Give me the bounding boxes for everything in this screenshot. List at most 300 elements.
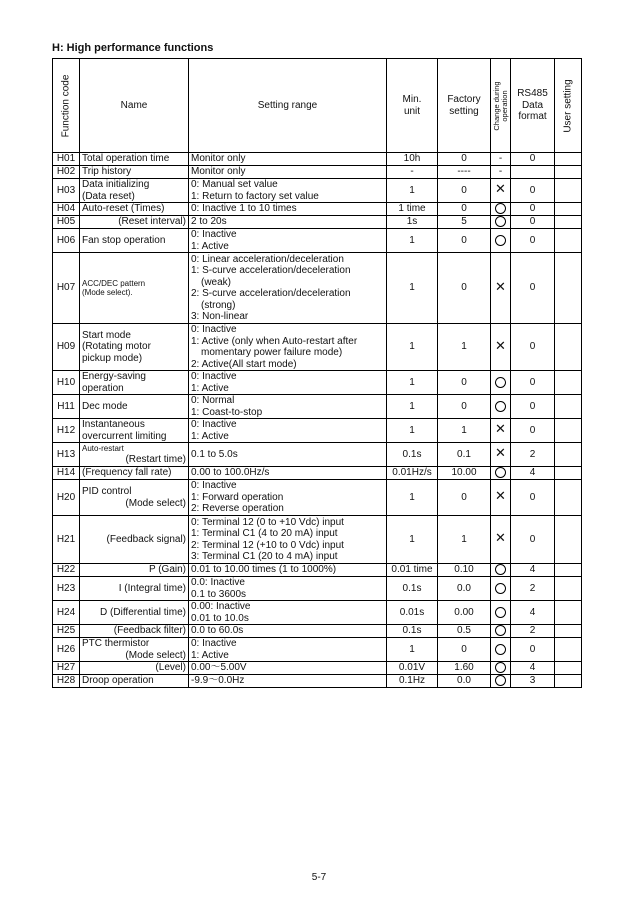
name-cell [80, 516, 189, 564]
function-code-cell: H13 [53, 443, 80, 467]
min-unit-cell: 0.1s [387, 625, 438, 638]
name-line: Auto-reset (Times) [82, 203, 165, 215]
table-row [53, 419, 582, 443]
circle-icon [495, 203, 506, 214]
cross-icon: ✕ [495, 445, 506, 461]
header-setting-range: Setting range [189, 59, 387, 153]
setting-range-line: 2: Terminal 12 (+10 to 0 Vdc) input [191, 539, 344, 551]
setting-range-line: 0: Inactive [191, 480, 237, 492]
min-unit-cell: 0.1s [387, 577, 438, 601]
user-setting-cell [555, 516, 582, 564]
header-user-setting: User setting [555, 59, 582, 153]
cross-icon: ✕ [495, 278, 506, 294]
header-factory-setting: Factory setting [438, 59, 491, 153]
user-setting-cell [555, 153, 582, 166]
rs485-data-format-cell [511, 166, 555, 179]
setting-range-cell [189, 467, 387, 480]
function-code-cell: H09 [53, 324, 80, 371]
setting-range-line: 1: Return to factory set value [191, 190, 319, 202]
min-unit-cell: 1 [387, 419, 438, 443]
setting-range-line: 0.00～5.00V [191, 662, 247, 674]
cross-icon: ✕ [495, 337, 506, 353]
rs485-data-format-cell: 4 [511, 564, 555, 577]
change-during-operation-cell [491, 625, 511, 638]
setting-range-line: 3: Non-linear [191, 311, 249, 322]
user-setting-cell [555, 638, 582, 662]
min-unit-cell: 1 [387, 229, 438, 253]
min-unit-cell: 0.1Hz [387, 675, 438, 688]
setting-range-line: 0: Terminal 12 (0 to +10 Vdc) input [191, 516, 344, 528]
change-during-operation-cell [491, 467, 511, 480]
setting-range-line: 0.01 to 10.0s [191, 612, 249, 624]
setting-range-cell [189, 601, 387, 625]
table-row [53, 516, 582, 564]
name-line: (Level) [155, 662, 186, 674]
setting-range-line: 3: Terminal C1 (20 to 4 mA) input [191, 551, 338, 562]
setting-range-line: (weak) [201, 276, 232, 288]
circle-icon [495, 607, 506, 618]
table-row [53, 675, 582, 688]
change-during-operation-cell [491, 564, 511, 577]
setting-range-line: 1: Active (only when Auto-restart after [191, 335, 358, 347]
name-line: (Reset interval) [118, 216, 186, 228]
setting-range-cell [189, 324, 387, 371]
min-unit-cell: 0.01 time [387, 564, 438, 577]
table-row [53, 203, 582, 216]
setting-range-line: 1: Terminal C1 (4 to 20 mA) input [191, 528, 338, 539]
name-cell [80, 166, 189, 179]
table-row [53, 253, 582, 324]
setting-range-line: 0.1 to 5.0s [191, 448, 238, 460]
user-setting-cell [555, 203, 582, 216]
name-cell [80, 371, 189, 395]
user-setting-cell [555, 675, 582, 688]
setting-range-line: 0: Normal [191, 395, 235, 406]
function-code-cell: H20 [53, 480, 80, 516]
circle-icon [495, 216, 506, 227]
factory-setting-cell: 0 [438, 253, 491, 324]
min-unit-cell: 10h [387, 153, 438, 166]
setting-range-line: 2 to 20s [191, 216, 227, 228]
section-title: H: High performance functions [52, 42, 214, 54]
name-cell [80, 577, 189, 601]
name-cell [80, 203, 189, 216]
change-during-operation-cell [491, 443, 511, 467]
setting-range-line: 0: Inactive [191, 638, 237, 649]
change-during-operation-cell [491, 253, 511, 324]
setting-range-cell [189, 179, 387, 203]
user-setting-cell [555, 395, 582, 419]
header-name: Name [80, 59, 189, 153]
setting-range-line: 0: Inactive [191, 419, 237, 430]
circle-icon [495, 467, 506, 478]
user-setting-cell [555, 577, 582, 601]
name-cell [80, 216, 189, 229]
change-during-operation-cell [491, 675, 511, 688]
name-line: D (Differential time) [100, 606, 186, 618]
factory-setting-cell: 0 [438, 395, 491, 419]
factory-setting-cell: 0 [438, 153, 491, 166]
setting-range-line: momentary power failure mode) [201, 347, 343, 358]
name-line: PID control [82, 486, 132, 497]
factory-setting-cell: 0.5 [438, 625, 491, 638]
table-row [53, 662, 582, 675]
factory-setting-cell: 1 [438, 516, 491, 564]
table-row [53, 601, 582, 625]
setting-range-cell [189, 253, 387, 324]
change-during-operation-cell: - [491, 153, 511, 166]
header-min-unit: Min. unit [387, 59, 438, 153]
rs485-data-format-cell: 2 [511, 625, 555, 638]
function-code-cell: H25 [53, 625, 80, 638]
user-setting-cell [555, 480, 582, 516]
user-setting-cell [555, 564, 582, 577]
circle-icon [495, 377, 506, 388]
table-row [53, 216, 582, 229]
setting-range-line: Monitor only [191, 153, 246, 165]
rs485-data-format-cell: 0 [511, 229, 555, 253]
cross-icon: ✕ [495, 488, 506, 504]
setting-range-cell [189, 166, 387, 179]
setting-range-cell [189, 443, 387, 467]
setting-range-line: 0: Inactive 1 to 10 times [191, 203, 297, 215]
circle-icon [495, 625, 506, 636]
min-unit-cell: 1 [387, 324, 438, 371]
rs485-data-format-cell: 0 [511, 216, 555, 229]
function-code-cell: H05 [53, 216, 80, 229]
name-line: (Mode select) [125, 649, 186, 661]
name-line: (Feedback signal) [106, 533, 186, 545]
function-code-cell: H11 [53, 395, 80, 419]
table-row [53, 371, 582, 395]
user-setting-cell [555, 216, 582, 229]
function-table-wrapper [52, 58, 582, 688]
setting-range-cell [189, 371, 387, 395]
factory-setting-cell: 0.0 [438, 577, 491, 601]
factory-setting-cell: 0.10 [438, 564, 491, 577]
min-unit-cell: 1 time [387, 203, 438, 216]
name-line: Total operation time [82, 153, 170, 165]
table-row [53, 153, 582, 166]
name-line: Fan stop operation [82, 234, 166, 246]
cross-icon: ✕ [495, 530, 506, 546]
name-line: (Rotating motor [82, 341, 151, 353]
name-cell [80, 675, 189, 688]
user-setting-cell [555, 601, 582, 625]
min-unit-cell: 1 [387, 480, 438, 516]
rs485-data-format-cell: 0 [511, 419, 555, 443]
function-code-cell: H21 [53, 516, 80, 564]
header-rs485-data-format: RS485 Data format [511, 59, 555, 153]
function-code-cell: H14 [53, 467, 80, 480]
function-table [52, 58, 582, 688]
name-line: Droop operation [82, 675, 154, 687]
function-code-cell: H02 [53, 166, 80, 179]
change-during-operation-cell [491, 229, 511, 253]
name-cell [80, 601, 189, 625]
rs485-data-format-cell: 0 [511, 480, 555, 516]
setting-range-line: 2: S-curve acceleration/deceleration [191, 288, 351, 299]
factory-setting-cell: ---- [438, 166, 491, 179]
table-row [53, 638, 582, 662]
table-row [53, 179, 582, 203]
table-row [53, 395, 582, 419]
rs485-data-format-cell: 0 [511, 638, 555, 662]
function-code-cell: H26 [53, 638, 80, 662]
name-cell [80, 662, 189, 675]
setting-range-line: (strong) [201, 299, 236, 311]
setting-range-line: 0.0 to 60.0s [191, 625, 244, 637]
setting-range-cell [189, 564, 387, 577]
header-change-during-operation: Change during operation [491, 59, 511, 153]
rs485-data-format-cell: 0 [511, 324, 555, 371]
circle-icon [495, 401, 506, 412]
function-code-cell: H12 [53, 419, 80, 443]
change-during-operation-cell [491, 516, 511, 564]
min-unit-cell: 1 [387, 516, 438, 564]
setting-range-cell [189, 480, 387, 516]
name-cell [80, 253, 189, 324]
name-cell [80, 324, 189, 371]
setting-range-cell [189, 577, 387, 601]
min-unit-cell: 0.1s [387, 443, 438, 467]
setting-range-line: 2: Reverse operation [191, 503, 284, 515]
change-during-operation-cell [491, 577, 511, 601]
cross-icon: ✕ [495, 181, 506, 197]
factory-setting-cell: 5 [438, 216, 491, 229]
change-during-operation-cell [491, 419, 511, 443]
name-cell [80, 467, 189, 480]
name-line: (Feedback filter) [113, 625, 186, 637]
circle-icon [495, 235, 506, 246]
setting-range-line: 1: Active [191, 649, 229, 661]
rs485-data-format-cell: 0 [511, 179, 555, 203]
rs485-data-format-cell: 0 [511, 371, 555, 395]
setting-range-cell [189, 675, 387, 688]
name-line: (Mode select). [82, 288, 133, 297]
rs485-data-format-cell: 3 [511, 675, 555, 688]
name-cell [80, 625, 189, 638]
setting-range-line: 0: Manual set value [191, 179, 278, 190]
change-during-operation-cell [491, 216, 511, 229]
setting-range-line: Monitor only [191, 166, 246, 178]
name-cell [80, 564, 189, 577]
setting-range-line: 0.01 to 10.00 times (1 to 1000%) [191, 564, 337, 576]
min-unit-cell: 1 [387, 395, 438, 419]
factory-setting-cell: 1.60 [438, 662, 491, 675]
change-during-operation-cell [491, 601, 511, 625]
setting-range-line: 1: S-curve acceleration/deceleration [191, 265, 351, 276]
setting-range-line: 0.0: Inactive [191, 577, 245, 588]
table-row [53, 467, 582, 480]
name-line: (Restart time) [125, 453, 186, 465]
change-during-operation-cell [491, 203, 511, 216]
change-during-operation-cell [491, 179, 511, 203]
factory-setting-cell: 0 [438, 638, 491, 662]
user-setting-cell [555, 229, 582, 253]
name-cell [80, 419, 189, 443]
name-line: (Mode select) [125, 497, 186, 509]
factory-setting-cell: 0 [438, 229, 491, 253]
name-line: ACC/DEC pattern [82, 278, 146, 288]
header-row [53, 59, 582, 153]
setting-range-line: 1: Active [191, 240, 229, 252]
factory-setting-cell: 0.00 [438, 601, 491, 625]
setting-range-cell [189, 216, 387, 229]
function-code-cell: H22 [53, 564, 80, 577]
change-during-operation-cell [491, 371, 511, 395]
name-cell [80, 229, 189, 253]
rs485-data-format-cell: 0 [511, 203, 555, 216]
table-body [53, 153, 582, 688]
user-setting-cell [555, 662, 582, 675]
name-line: Data initializing [82, 179, 150, 190]
min-unit-cell: 1s [387, 216, 438, 229]
user-setting-cell [555, 419, 582, 443]
change-during-operation-cell [491, 662, 511, 675]
name-line: (Data reset) [82, 190, 135, 202]
rs485-data-format-cell: 4 [511, 601, 555, 625]
name-cell [80, 638, 189, 662]
function-code-cell: H06 [53, 229, 80, 253]
function-code-cell: H03 [53, 179, 80, 203]
name-line: (Frequency fall rate) [82, 467, 172, 479]
name-cell [80, 395, 189, 419]
function-code-cell: H07 [53, 253, 80, 324]
setting-range-cell [189, 625, 387, 638]
function-code-cell: H24 [53, 601, 80, 625]
rs485-data-format-cell: 0 [511, 253, 555, 324]
function-code-cell: H27 [53, 662, 80, 675]
min-unit-cell: 0.01s [387, 601, 438, 625]
user-setting-cell [555, 166, 582, 179]
name-line: P (Gain) [148, 564, 186, 576]
table-row [53, 480, 582, 516]
name-line: pickup mode) [82, 352, 143, 364]
rs485-data-format-cell: 4 [511, 467, 555, 480]
min-unit-cell: - [387, 166, 438, 179]
table-row [53, 564, 582, 577]
function-code-cell: H01 [53, 153, 80, 166]
factory-setting-cell: 0 [438, 371, 491, 395]
rs485-data-format-cell: 0 [511, 395, 555, 419]
factory-setting-cell: 0.1 [438, 443, 491, 467]
user-setting-cell [555, 443, 582, 467]
setting-range-line: 2: Active(All start mode) [191, 358, 297, 370]
page-number: 5-7 [311, 872, 327, 883]
rs485-data-format-cell: 2 [511, 577, 555, 601]
user-setting-cell [555, 253, 582, 324]
setting-range-line: 0: Inactive [191, 371, 237, 382]
name-cell [80, 480, 189, 516]
table-row [53, 577, 582, 601]
factory-setting-cell: 1 [438, 324, 491, 371]
setting-range-line: 1: Active [191, 430, 229, 442]
factory-setting-cell: 10.00 [438, 467, 491, 480]
setting-range-line: 1: Active [191, 382, 229, 394]
setting-range-line: 1: Coast-to-stop [191, 406, 263, 418]
name-line: Start mode [82, 329, 131, 341]
function-code-cell: H10 [53, 371, 80, 395]
name-line: Trip history [82, 166, 132, 178]
setting-range-line: 0.1 to 3600s [191, 588, 247, 600]
setting-range-line: -9.9～0.0Hz [191, 675, 245, 687]
name-line: Auto-restart [82, 444, 124, 453]
change-during-operation-cell: - [491, 166, 511, 179]
setting-range-line: 0: Inactive [191, 324, 237, 335]
name-line: Dec mode [82, 400, 128, 412]
circle-icon [495, 564, 506, 575]
circle-icon [495, 675, 506, 686]
name-line: PTC thermistor [82, 638, 150, 649]
table-row [53, 166, 582, 179]
factory-setting-cell: 1 [438, 419, 491, 443]
table-row [53, 229, 582, 253]
change-during-operation-cell [491, 480, 511, 516]
circle-icon [495, 662, 506, 673]
user-setting-cell [555, 625, 582, 638]
table-row [53, 625, 582, 638]
setting-range-cell [189, 203, 387, 216]
rs485-data-format-cell: 4 [511, 662, 555, 675]
setting-range-line: 0.00: Inactive [191, 601, 251, 612]
setting-range-line: 0: Linear acceleration/deceleration [191, 253, 344, 265]
factory-setting-cell: 0.0 [438, 675, 491, 688]
name-line: overcurrent limiting [82, 430, 167, 442]
min-unit-cell: 1 [387, 371, 438, 395]
rs485-data-format-cell: 0 [511, 516, 555, 564]
setting-range-cell [189, 395, 387, 419]
setting-range-cell [189, 638, 387, 662]
function-code-cell: H23 [53, 577, 80, 601]
circle-icon [495, 583, 506, 594]
change-during-operation-cell [491, 395, 511, 419]
user-setting-cell [555, 179, 582, 203]
user-setting-cell [555, 324, 582, 371]
change-during-operation-cell [491, 324, 511, 371]
circle-icon [495, 644, 506, 655]
setting-range-cell [189, 229, 387, 253]
min-unit-cell: 1 [387, 253, 438, 324]
name-cell [80, 179, 189, 203]
min-unit-cell: 0.01V [387, 662, 438, 675]
rs485-data-format-cell: 2 [511, 443, 555, 467]
min-unit-cell: 1 [387, 179, 438, 203]
header-function-code: Function code [53, 59, 80, 153]
name-line: Energy-saving [82, 371, 146, 382]
factory-setting-cell: 0 [438, 179, 491, 203]
min-unit-cell: 0.01Hz/s [387, 467, 438, 480]
factory-setting-cell: 0 [438, 203, 491, 216]
name-line: Instantaneous [82, 419, 145, 430]
table-row [53, 443, 582, 467]
setting-range-line: 0.00 to 100.0Hz/s [191, 467, 270, 479]
name-line: I (Integral time) [118, 582, 186, 594]
function-code-cell: H04 [53, 203, 80, 216]
factory-setting-cell: 0 [438, 480, 491, 516]
table-row [53, 324, 582, 371]
min-unit-cell: 1 [387, 638, 438, 662]
name-cell [80, 443, 189, 467]
setting-range-line: 0: Inactive [191, 229, 237, 240]
rs485-data-format-cell: 0 [511, 153, 555, 166]
setting-range-cell [189, 153, 387, 166]
user-setting-cell [555, 371, 582, 395]
cross-icon: ✕ [495, 421, 506, 437]
user-setting-cell [555, 467, 582, 480]
setting-range-cell [189, 419, 387, 443]
setting-range-cell [189, 662, 387, 675]
